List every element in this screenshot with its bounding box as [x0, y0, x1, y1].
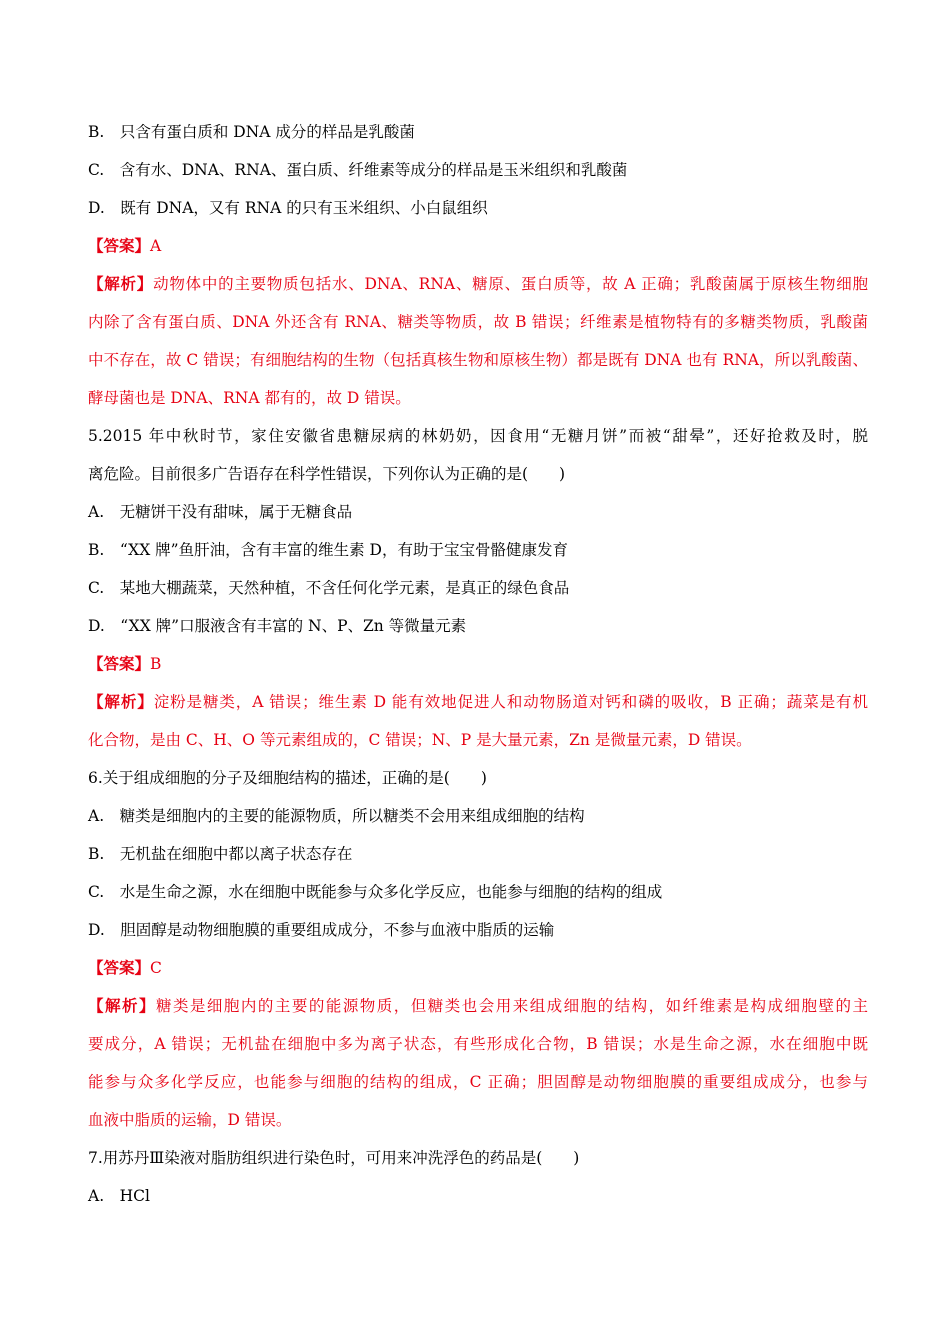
analysis-text: 动物体中的主要物质包括水、DNA、RNA、糖原、蛋白质等，故 A 正确；乳酸菌属于原核生物细胞 — [153, 275, 868, 293]
q4-option-c: C. 含有水、DNA、RNA、蛋白质、纤维素等成分的样品是玉米组织和乳酸菌 — [88, 161, 628, 179]
q6-option-b: B. 无机盐在细胞中都以离子状态存在 — [88, 845, 353, 863]
q6-analysis-line-3: 能参与众多化学反应，也能参与细胞的结构的组成，C 正确；胆固醇是动物细胞膜的重要组成成分，也参与 — [88, 1073, 868, 1091]
q5-analysis-line-1 — [88, 692, 868, 712]
analysis-tag: 【解析】 — [88, 997, 156, 1015]
q5-option-d: D. “XX 牌”口服液含有丰富的 N、P、Zn 等微量元素 — [88, 617, 467, 635]
answer-tag: 【答案】 — [88, 959, 151, 977]
analysis-text: 淀粉是糖类，A 错误；维生素 D 能有效地促进人和动物肠道对钙和磷的吸收，B 正确；蔬菜是有机 — [153, 693, 868, 711]
q4-analysis-line-3: 中不存在，故 C 错误；有细胞结构的生物（包括真核生物和原核生物）都是既有 DNA 也有 RNA，所以乳酸菌、 — [88, 351, 868, 369]
q6-option-a: A. 糖类是细胞内的主要的能源物质，所以糖类不会用来组成细胞的结构 — [88, 807, 585, 825]
q5-option-b: B. “XX 牌”鱼肝油，含有丰富的维生素 D，有助于宝宝骨骼健康发育 — [88, 541, 568, 559]
q6-stem: 6.关于组成细胞的分子及细胞结构的描述，正确的是( ) — [88, 769, 487, 787]
q7-option-a: A. HCl — [88, 1187, 150, 1205]
q4-analysis-line-2: 内除了含有蛋白质、DNA 外还含有 RNA、糖类等物质，故 B 错误；纤维素是植物特有的多糖类物质，乳酸菌 — [88, 313, 868, 331]
q5-analysis-line-2: 化合物，是由 C、H、O 等元素组成的，C 错误；N、P 是大量元素，Zn 是微量元素，D 错误。 — [88, 731, 752, 749]
q4-analysis-line-4: 酵母菌也是 DNA、RNA 都有的，故 D 错误。 — [88, 389, 411, 407]
q6-option-d: D. 胆固醇是动物细胞膜的重要组成成分，不参与血液中脂质的运输 — [88, 921, 555, 939]
analysis-tag: 【解析】 — [88, 275, 154, 293]
analysis-text: 糖类是细胞内的主要的能源物质，但糖类也会用来组成细胞的结构，如纤维素是构成细胞壁的主 — [155, 997, 868, 1015]
q4-answer-line — [88, 236, 868, 256]
answer-value: C — [150, 959, 162, 977]
q5-stem-line-2: 离危险。目前很多广告语存在科学性错误，下列你认为正确的是( ) — [88, 465, 566, 483]
q6-answer-line — [88, 958, 868, 978]
q4-option-d: D. 既有 DNA，又有 RNA 的只有玉米组织、小白鼠组织 — [88, 199, 488, 217]
q5-option-c: C. 某地大棚蔬菜，天然种植，不含任何化学元素，是真正的绿色食品 — [88, 579, 570, 597]
q6-option-c: C. 水是生命之源，水在细胞中既能参与众多化学反应，也能参与细胞的结构的组成 — [88, 883, 663, 901]
q6-analysis-line-2: 要成分，A 错误；无机盐在细胞中多为离子状态，有些形成化合物，B 错误；水是生命之源，水在细胞中既 — [88, 1035, 868, 1053]
answer-value: A — [150, 237, 162, 255]
q4-option-b: B. 只含有蛋白质和 DNA 成分的样品是乳酸菌 — [88, 123, 415, 141]
q6-analysis-line-4: 血液中脂质的运输，D 错误。 — [88, 1111, 292, 1129]
analysis-tag: 【解析】 — [88, 693, 154, 711]
q5-stem-line-1: 5.2015 年中秋时节，家住安徽省患糖尿病的林奶奶，因食用“无糖月饼”而被“甜晕”，还好抢救及时，脱 — [88, 427, 868, 445]
answer-value: B — [150, 655, 162, 673]
q5-answer-line — [88, 654, 868, 674]
q4-analysis-line-1 — [88, 274, 868, 294]
answer-tag: 【答案】 — [88, 655, 151, 673]
q5-option-a: A. 无糖饼干没有甜味，属于无糖食品 — [88, 503, 353, 521]
q7-stem: 7.用苏丹Ⅲ染液对脂肪组织进行染色时，可用来冲洗浮色的药品是( ) — [88, 1149, 580, 1167]
q6-analysis-line-1 — [88, 996, 868, 1016]
answer-tag: 【答案】 — [88, 237, 151, 255]
